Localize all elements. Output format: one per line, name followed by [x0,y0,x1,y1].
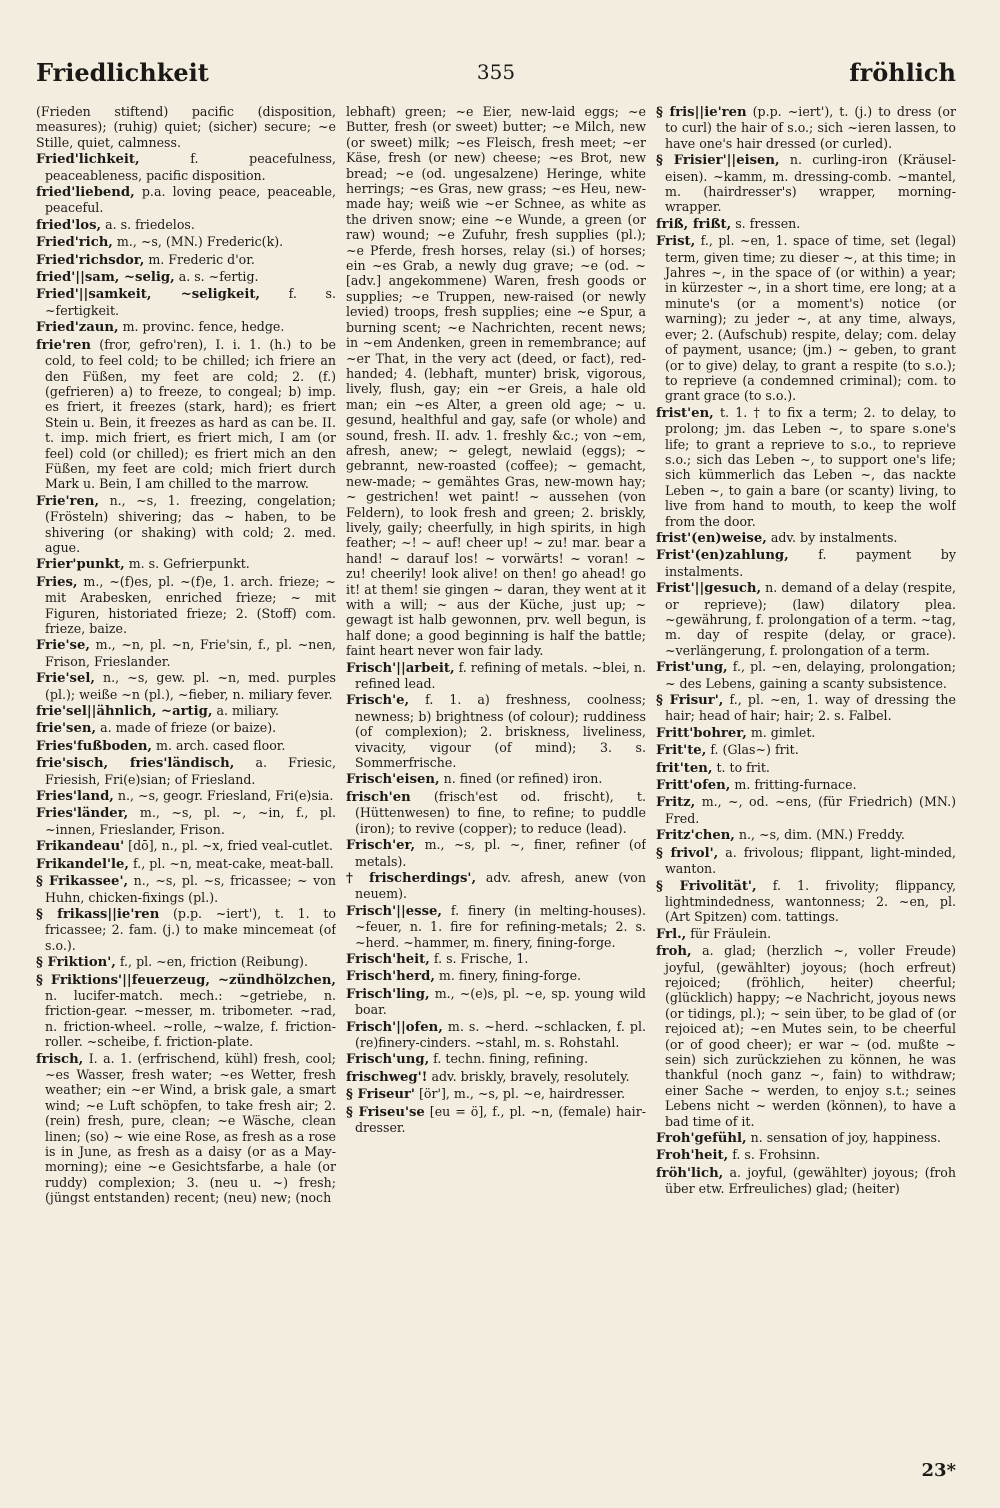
dictionary-entry [656,233,956,403]
entry-definition: (p.p. ~iert'), t. (j.) to dress (or to curl) the hair of s.o.; sich ~ieren lassen, to have one's hair dressed (or curled). [665,104,956,151]
entry-definition: [ör'], m., ~s, pl. ~e, hairdresser. [418,1086,626,1102]
headword: fried'los, [36,217,102,233]
dictionary-entry [346,951,646,967]
dictionary-entry [346,986,646,1018]
headword: Frisch'ung, [346,1052,430,1068]
dictionary-entry [36,906,336,953]
entry-definition: (frisch'est od. frischt), t. (Hüttenwesen) to fine, to refine; to puddle (iron); to revive (copper); to reduce (lead). [355,788,646,836]
dictionary-entry [656,580,956,658]
headword: Frikandel'le, [36,856,130,872]
entry-definition: f. finery (in melting-houses). ~feuer, n. 1. fire for refining-metals; 2. s. ~herd. ~hammer, m. finery, fining-forge. [355,902,646,950]
entry-definition: a. frivolous; flippant, light-minded, wanton. [665,844,956,877]
headword: Frikandeau' [36,839,125,855]
dictionary-entry [656,878,956,925]
headword: § frikass||ie'ren [36,906,160,922]
headword: Fritz'chen, [656,828,735,844]
dictionary-entry [36,319,336,335]
headword: frie'ren [36,337,91,353]
entry-definition: m., ~s, pl. ~, finer, refiner (of metals). [355,837,646,869]
entry-definition: f. techn. fining, refining. [433,1051,589,1067]
column-1 [36,104,336,1444]
dictionary-entry [656,1147,956,1163]
dictionary-entry [346,660,646,692]
dictionary-entry [36,755,336,787]
dictionary-entry [36,637,336,669]
entry-definition: m. provinc. fence, hedge. [122,319,285,335]
dictionary-entry [656,216,956,232]
dictionary-entry [36,703,336,719]
entry-definition: m., ~(e)s, pl. ~e, sp. young wild boar. [355,985,646,1018]
headword: § Friktions'||feuerzeug, ~zündhölzchen, [36,972,336,988]
entry-definition: m. s. ~herd. ~schlacken, f. pl. (re)finery-cinders. ~stahl, m. s. Rohstahl. [355,1018,646,1050]
headword: Fried'lichkeit, [36,152,140,168]
headword: § Frikassee', [36,874,129,890]
dictionary-entry [36,972,336,1050]
headword: fried'||sam, ~selig, [36,270,175,286]
headword: Fried'||samkeit, ~seligkeit, [36,287,261,303]
dictionary-entry [346,903,646,950]
dictionary-entry [36,805,336,837]
entry-definition: s. fressen. [735,215,801,231]
entry-definition: t. 1. † to fix a term; 2. to delay, to prolong; jm. das Leben ~, to spare s.one's life; to grant a reprieve to s.o., to reprieve s.o.; sich das Leben ~, to support one's life; sich kümmerlich das Leben ~, das nackte Leben ~, to gain a bare (or scanty) living, to live from hand to mouth, to keep the wolf from the door. [665,404,956,529]
headword: frischweg'! [346,1069,428,1085]
entry-definition: f. peacefulness, peaceableness, pacific disposition. [45,151,336,183]
dictionary-entry [36,337,336,492]
headword: Fries'länder, [36,806,129,822]
headword: § frivol', [656,845,719,861]
dictionary-entry [36,738,336,754]
dictionary-entry [36,856,336,872]
entry-definition: a. miliary. [216,703,280,719]
entry-definition: (fror, gefro'ren), I. i. 1. (h.) to be cold, to feel cold; to be chilled; ich friere an den Füßen, my feet are cold; 2. (f.) (gefrieren) a) to freeze, to congeal; b) imp. es friert, it freezes (stark, hard); es friert Stein u. Bein, it freezes as hard as can be. II. t. imp. mich friert, es friert mich, I am (or feel) cold (or chilled); es friert mich an den Füßen, my feet are cold; mich friert durch Mark u. Bein, I am chilled to the marrow. [45,336,336,492]
entry-definition: (Frieden stiftend) pacific (disposition, measures); (ruhig) quiet; (sicher) secure; ~e Stille, quiet, calmness. [36,104,336,150]
dictionary-entry [656,760,956,776]
dictionary-entry [36,104,336,150]
entry-definition: adv. by instalments. [770,529,898,545]
dictionary-entry [36,574,336,637]
headword: Fries'land, [36,789,114,805]
entry-definition: n., ~s, gew. pl. ~n, med. purples (pl.); weiße ~n (pl.), ~fieber, n. miliary fever. [45,670,336,702]
dictionary-entry [656,794,956,826]
headword: Frisch'ling, [346,986,430,1002]
headword: Fried'rich, [36,235,113,251]
entry-definition: lebhaft) green; ~e Eier, new-laid eggs; ~e Butter, fresh (or sweet) butter; ~e Milch, new (or sweet) milk; ~es Fleisch, fresh meet; ~er Käse, fresh (or new) cheese; ~es Brot, new bread; ~e (od. ungesalzene) Heringe, white herrings; ~es Gras, new grass; ~es Heu, new-made hay; weiß wie ~er Schnee, as white as the driven snow; eine ~e Wunde, a green (or raw) wound; ~e Zufuhr, fresh supplies (pl.); ~e Pferde, fresh horses, relay (si.) of horses; ein ~es Grab, a newly dug grave; ~e (od. ~ [adv.] angekommene) Waren, fresh goods or supplies; ~e Truppen, new-raised (or newly levied) troops, fresh supplies; eine ~e Spur, a burning scent; ~e Nachrichten, recent news; in ~em Andenken, green in remembrance; auf ~er That, in the very act (deed, or fact), red-handed; 4. (lebhaft, munter) brisk, vigorous, lively, flush, gay; ein ~er Greis, a hale old man; ein ~es Alter, a green old age; ~ u. gesund, healthful and gay, safe (or whole) and sound, fresh. II. adv. 1. freshly &c.; von ~em, afresh, anew; ~ gelegt, newlaid (eggs); ~ gebrannt, new-roasted (coffee); ~ gemacht, new-made; ~ gemähtes Gras, new-mown hay; ~ gestrichen! wet paint! ~ aussehen (von Feldern), to look fresh and green; 2. briskly, lively, gaily; cheerfully, in high spirits, in high feather; ~! ~ auf! cheer up! ~ zu! mar. bear a hand! ~ darauf los! ~ vorwärts! ~ voran! ~ zu! cheerily! look alive! on then! go ahead! go it! at them! sie gingen ~ daran, they went at it with a will; ~ aus der Küche, just up; ~ gewagt ist halb gewonnen, prv. well begun, is half done; a good beginning is half the battle; faint heart never won fair lady. [346,104,646,659]
entry-definition: m. Frederic d'or. [148,251,255,267]
entry-definition: für Fräulein. [690,925,772,941]
dictionary-entry [36,252,336,268]
headword: Frisch'||arbeit, [346,660,455,676]
dictionary-entry [656,1130,956,1146]
entry-definition: [eu = ö], f., pl. ~n, (female) hair-dresser. [355,1103,646,1135]
entry-definition: m., ~s, pl. ~, ~in, f., pl. ~innen, Frieslander, Frison. [45,805,336,837]
entry-definition: m. fritting-furnace. [734,777,857,793]
entry-definition: [dō], n., pl. ~x, fried veal-cutlet. [128,838,333,854]
dictionary-entry [656,827,956,843]
headword: Frie'se, [36,638,90,654]
column-2 [346,104,646,1444]
headword: Frl., [656,926,687,942]
dictionary-entry [656,152,956,215]
entry-definition: f., pl. ~en, friction (Reibung). [119,954,308,970]
dictionary-entry [36,269,336,285]
entry-definition: m., ~, od. ~ens, (für Friedrich) (MN.) Fred. [665,794,956,826]
entry-definition: n., ~s, dim. (MN.) Freddy. [738,827,905,843]
entry-definition: n. sensation of joy, happiness. [750,1130,941,1145]
dictionary-entry [36,1051,336,1206]
entry-definition: n. demand of a delay (respite, or reprieve); (law) dilatory plea. ~gewährung, f. prolongation of a term. ~tag, m. day of respite (delay, or grace). ~verlängerung, f. prolongation of a term. [665,580,956,658]
right-running-head: fröhlich [849,58,956,87]
headword: Fritt'ofen, [656,778,731,794]
headword: § Friseur' [346,1087,415,1103]
headword: Fried'richsdor, [36,252,145,268]
entry-definition: a. glad; (herzlich ~, voller Freude) joyful, (gewählter) joyous; (hoch erfreut) rejoiced; (fröhlich, heiter) cheerful; (glücklich) happy; ~e Nachricht, joyous news (or tidings, pl.); ~ sein über, to be glad of (or rejoiced at); ~en Mutes sein, to be cheerful (or of good cheer); er war ~ (od. mußte ~ sein) sich zurückziehen zu können, he was thankful (noch ganz ~, fain) to withdraw; einer Sache ~ werden, to enjoy s.t.; seines Lebens nicht ~ werden (können), to have a bad time of it. [665,943,956,1129]
entry-definition: n. curling-iron (Kräusel-eisen). ~kamm, m. dressing-comb. ~mantel, m. (hairdresser's) wrapper, morning-wrapper. [665,152,956,215]
dictionary-entry [346,1069,646,1085]
entry-definition: m., ~(f)es, pl. ~(f)e, 1. arch. frieze; ~ mit Arabesken, enriched frieze; ~ mit Figuren, historiated frieze; 2. (Stoff) com. frieze, baize. [45,573,336,636]
entry-definition: m. arch. cased floor. [156,737,286,753]
headword: Frist'ung, [656,660,728,676]
entry-definition: t. to frit. [716,759,770,775]
dictionary-entry [656,943,956,1129]
dictionary-entry [36,670,336,702]
headword: frisch'en [346,789,411,805]
dictionary-entry [656,926,956,942]
dictionary-entry [36,873,336,905]
entry-definition: a. s. ~fertig. [178,269,259,285]
headword: † frischerdings', [346,870,477,886]
dictionary-entry [346,870,646,902]
entry-definition: a. Friesic, Friesish, Fri(e)sian; of Friesland. [45,755,336,787]
entry-definition: m. gimlet. [750,724,816,740]
headword: friß, frißt, [656,216,732,232]
entry-definition: f., pl. ~en, delaying, prolongation; ~ des Lebens, gaining a scanty subsistence. [665,659,956,691]
dictionary-entry [656,845,956,877]
dictionary-entry [36,493,336,556]
entry-definition: a. made of frieze (or baize). [100,720,277,736]
headword: Frisch'eisen, [346,772,440,788]
headword: Frisch'e, [346,693,410,709]
entry-definition: f., pl. ~en, 1. space of time, set (legal) term, given time; zu dieser ~, at this time; in Jahres ~, in the space of (or within) a year; in kürzester ~, in a short time, ere long; at a minute's (or a moment's) notice (or warning); zu jeder ~, at any time, always, ever; 2. (Aufschub) respite, delay; com. delay of payment, usance; (jm.) ~ geben, to grant (or to give) delay, to grant a respite (to s.o.); to reprieve (a condemned criminal); com. to grant grace (to s.o.). [665,233,956,404]
headword: frisch, [36,1051,84,1067]
dictionary-entry [346,968,646,984]
headword: frist'en, [656,405,714,421]
entry-definition: f., pl. ~n, meat-cake, meat-ball. [133,855,334,871]
headword: Frist'||gesuch, [656,581,762,597]
headword: Frisch'||ofen, [346,1019,443,1035]
headword: frie'sisch, fries'ländisch, [36,756,235,772]
headword: Fritz, [656,795,696,811]
entry-definition: m., ~n, pl. ~n, Frie'sin, f., pl. ~nen, Frison, Frieslander. [45,637,336,669]
headword: § Friktion', [36,955,116,971]
entry-definition: n. lucifer-match. mech.: ~getriebe, n. friction-gear. ~messer, m. tribometer. ~rad, n. friction-wheel. ~rolle, ~walze, f. friction-roller. ~scheibe, f. friction-plate. [45,987,336,1050]
headword: frist'(en)weise, [656,530,767,546]
dictionary-entry [346,771,646,787]
entry-definition: f. payment by instalments. [665,547,956,579]
entry-definition: f. s. Frische, 1. [433,950,529,966]
headword: fröh'lich, [656,1165,724,1181]
entry-definition: a. joyful, (gewählter) joyous; (froh über etw. Erfreuliches) glad; (heiter) [665,1164,956,1197]
dictionary-entry [346,692,646,770]
dictionary-entry [346,1086,646,1102]
entry-definition: n., ~s, 1. freezing, congelation; (Frösteln) shivering; das ~ haben, to be shivering (or shaking) with cold; 2. med. ague. [45,492,336,555]
dictionary-entry [36,720,336,736]
dictionary-entry [656,405,956,529]
dictionary-entry [346,1019,646,1051]
dictionary-entry [656,104,956,151]
dictionary-entry [656,777,956,793]
entry-definition: f. s. Frohsinn. [732,1147,821,1163]
headword: § fris||ie'ren [656,105,747,120]
dictionary-entry [346,789,646,836]
dictionary-entry [36,838,336,854]
dictionary-entry [656,742,956,758]
page-header [36,58,956,98]
entry-definition: f. 1. a) freshness, coolness; newness; b) brightness (of colour); ruddiness (of complexion); 2. briskness, liveliness, vivacity, vigour (of mind); 3. s. Sommerfrische. [355,692,646,771]
headword: Frier'punkt, [36,557,125,573]
signature-mark: 23* [921,1460,956,1481]
entry-definition: a. s. friedelos. [105,216,195,232]
headword: Fries, [36,574,78,590]
text-columns [36,104,956,1444]
entry-definition: (p.p. ~iert'), t. 1. to fricassee; 2. fam. (j.) to make mincemeat (of s.o.). [45,905,336,953]
headword: § Frisur', [656,693,724,709]
dictionary-entry [36,184,336,216]
headword: Frit'te, [656,743,707,759]
headword: Frist'(en)zahlung, [656,548,789,564]
headword: Frisch'heit, [346,951,430,967]
headword: § Friseu'se [346,1104,425,1120]
headword: Frie'sel, [36,671,95,687]
dictionary-entry [346,104,646,659]
headword: Frisch'||esse, [346,903,442,919]
dictionary-entry [656,659,956,691]
entry-definition: n., ~s, pl. ~s, fricassee; ~ von Huhn, chicken-fixings (pl.). [45,873,336,905]
column-3 [656,104,956,1444]
dictionary-entry [36,151,336,183]
dictionary-entry [656,692,956,724]
headword: fried'liebend, [36,185,135,201]
headword: Frisch'herd, [346,969,435,985]
headword: frie'sen, [36,721,97,737]
dictionary-entry [36,286,336,318]
dictionary-entry [36,556,336,572]
dictionary-entry [36,234,336,250]
dictionary-entry [656,547,956,579]
entry-definition: n., ~s, geogr. Friesland, Fri(e)sia. [117,788,334,804]
headword: froh, [656,944,692,960]
entry-definition: I. a. 1. (erfrischend, kühl) fresh, cool; ~es Wasser, fresh water; ~es Wetter, fresh weather; ein ~er Wind, a brisk gale, a smart wind; ~e Luft schöpfen, to take fresh air; 2. (rein) fresh, pure, clean; ~e Wäsche, clean linen; (so) ~ wie eine Rose, as fresh as a rose is in June, as fresh as a daisy (or as a May-morning); eine ~e Gesichtsfarbe, a hale (or ruddy) complexion; 3. (neu u. ~) fresh; (jüngst entstanden) recent; (neu) new; (noch [45,1050,336,1206]
dictionary-entry [346,837,646,869]
left-running-head: Friedlichkeit [36,58,209,87]
page-number: 355 [476,60,516,84]
dictionary-entry [346,1104,646,1136]
entry-definition: p.a. loving peace, peaceable, peaceful. [45,184,336,216]
headword: Frisch'er, [346,838,416,854]
headword: Fried'zaun, [36,320,119,336]
headword: Froh'gefühl, [656,1131,747,1146]
dictionary-entry [36,217,336,233]
headword: Frie'ren, [36,493,100,509]
dictionary-entry [346,1051,646,1067]
entry-definition: adv. briskly, bravely, resolutely. [431,1068,630,1084]
entry-definition: f. 1. frivolity; flippancy, lightmindedness, wantonness; 2. ~en, pl. (Art Spitzen) com. tattings. [665,877,956,925]
headword: Frist, [656,234,696,250]
entry-definition: m., ~s, (MN.) Frederic(k). [116,234,284,250]
entry-definition: m. finery, fining-forge. [438,968,582,984]
entry-definition: adv. afresh, anew (von neuem). [355,869,646,902]
dictionary-entry [36,954,336,970]
headword: Fritt'bohrer, [656,725,747,741]
entry-definition: f., pl. ~en, 1. way of dressing the hair; head of hair; hair; 2. s. Falbel. [665,692,956,724]
dictionary-entry [656,725,956,741]
entry-definition: f. (Glas~) frit. [710,742,799,758]
headword: Fries'fußboden, [36,738,153,754]
entry-definition: n. fined (or refined) iron. [443,771,603,787]
entry-definition: m. s. Gefrierpunkt. [128,556,250,572]
headword: frit'ten, [656,760,713,776]
headword: § Frivolität', [656,878,757,894]
headword: § Frisier'||eisen, [656,153,780,169]
dictionary-entry [656,530,956,546]
headword: Froh'heit, [656,1148,729,1164]
headword: frie'sel||ähnlich, ~artig, [36,704,213,720]
entry-definition: f. refining of metals. ~blei, n. refined lead. [355,659,646,692]
dictionary-entry [656,1165,956,1197]
dictionary-entry [36,788,336,804]
entry-definition: f. s. ~fertigkeit. [45,286,336,318]
